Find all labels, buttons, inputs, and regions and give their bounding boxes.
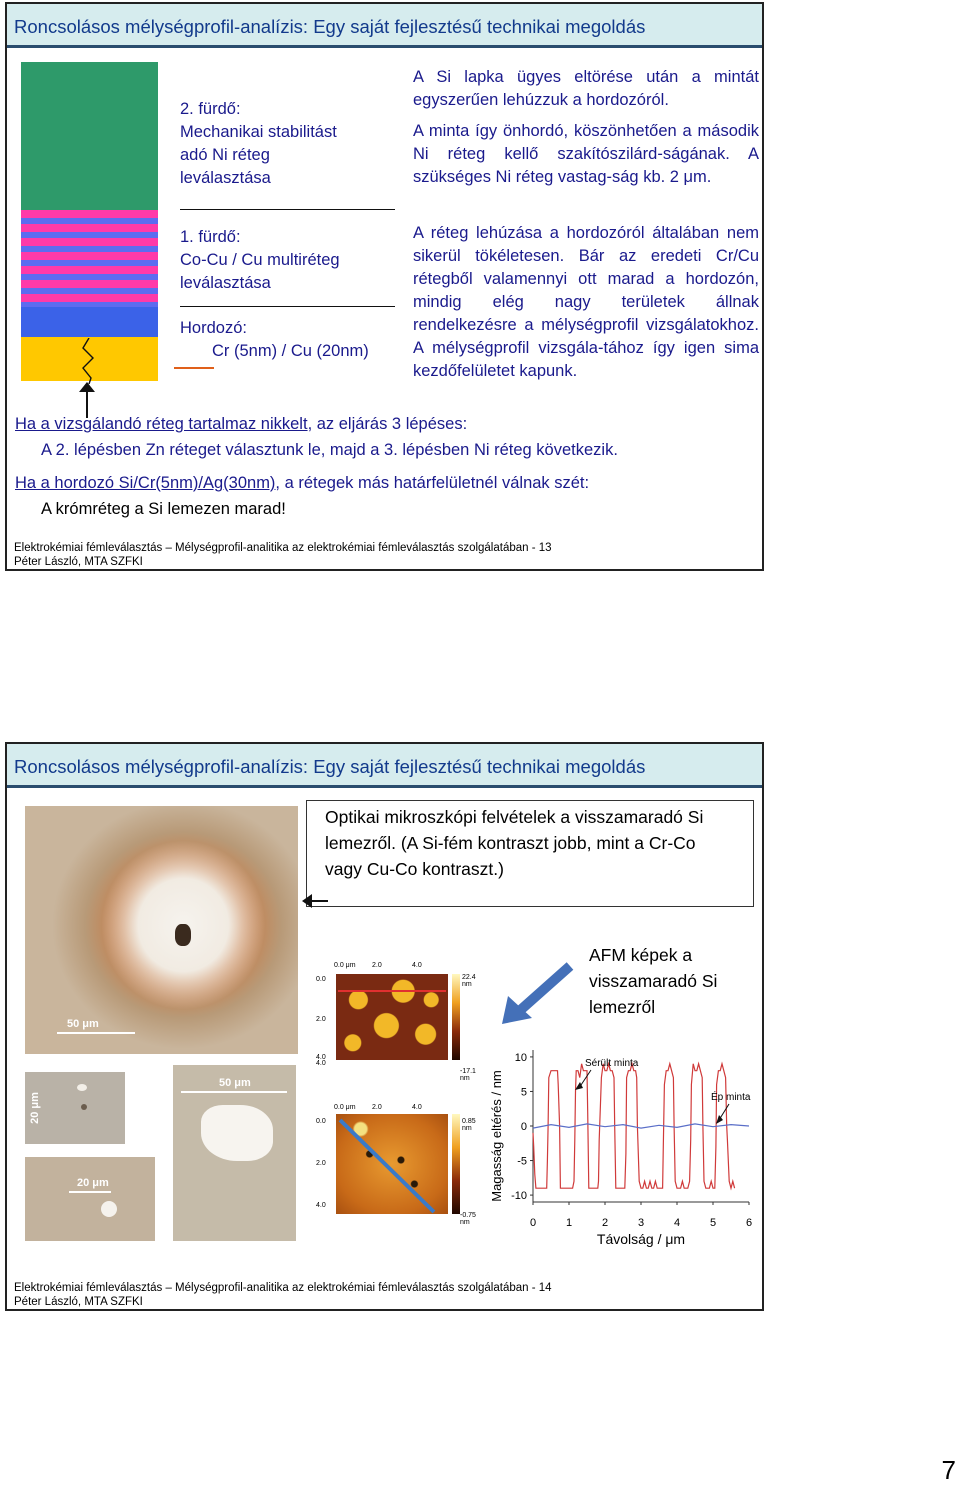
silver-note-line2: A krómréteg a Si lemezen marad! — [41, 500, 286, 518]
slide-footer — [14, 541, 552, 569]
x-tick-label: 6 — [745, 1217, 753, 1229]
slide-title: Roncsolásos mélységprofil-analízis: Egy saját fejlesztésű technikai megoldás — [7, 4, 762, 48]
footer-author: Péter László, MTA SZFKI — [14, 556, 143, 568]
afm-tick: 4.0 — [316, 1060, 326, 1067]
optical-micrograph-small-2 — [25, 1157, 155, 1241]
x-tick-label: 2 — [601, 1217, 609, 1229]
right-paragraph-2: A minta így önhordó, köszönhetően a második Ni réteg kellő szakítószilárd-ságának. A szükséges Ni réteg vastag-ság kb. 2 μm. — [413, 122, 759, 186]
afm-line-marker — [336, 1114, 448, 1214]
bath2-label — [180, 98, 395, 190]
x-tick-label: 0 — [529, 1217, 537, 1229]
slide-title: Roncsolásos mélységprofil-analízis: Egy saját fejlesztésű technikai megoldás — [7, 744, 762, 788]
cr-cu-layer — [21, 307, 158, 337]
y-tick-label: -10 — [511, 1190, 527, 1203]
defect-spot — [101, 1201, 117, 1217]
bath1-line: Co-Cu / Cu multiréteg — [180, 251, 340, 269]
bath1-line: 1. fürdő: — [180, 228, 241, 246]
right-paragraph-1: A Si lapka ügyes eltörése után a mintát egyszerűen lehúzzuk a hordozóról. — [413, 68, 759, 109]
footer-author: Péter László, MTA SZFKI — [14, 1296, 143, 1308]
annotation-intact: Ép minta — [711, 1092, 751, 1103]
y-axis-label: Magasság eltérés / nm — [489, 1070, 504, 1202]
nickel-note-underlined: Ha a vizsgálandó réteg tartalmaz nikkelt — [15, 415, 308, 433]
defect-spot — [81, 1104, 87, 1110]
blue-arrow-icon — [502, 962, 574, 1024]
x-tick-label: 3 — [637, 1217, 645, 1229]
break-line — [79, 338, 99, 384]
afm-tick: 4.0 — [412, 962, 422, 969]
colorbar-min-label: -17.1 nm — [460, 1068, 476, 1082]
afm-tick: 2.0 — [372, 1104, 382, 1111]
right-paragraph-3: A réteg lehúzása a hordozóról általában nem sikerül tökéletesen. Bár az eredeti Cr/Cu rétegből valamennyi ott marad a hordozón, mindig elég nagy területek állnak rendelkezésre a mélységprofil vizsgálatokhoz. A mélységprofil vizsgála-tához így igen sima kezdőfelületet kapunk. — [413, 224, 759, 380]
cocu-multilayer — [21, 210, 158, 307]
optical-micrograph-large — [25, 806, 298, 1054]
silver-note-rest: a rétegek más határfelületnél válnak szét: — [280, 474, 590, 492]
x-tick-label: 4 — [673, 1217, 681, 1229]
chart-series — [533, 1064, 749, 1188]
footer-line: Elektrokémiai fémleválasztás – Mélységprofil-analitika az elektrokémiai fémleválasztás szolgálatában - 14 — [14, 1282, 552, 1294]
afm-caption: AFM képek a visszamaradó Si lemezről — [589, 945, 718, 1017]
ni-layer — [21, 62, 158, 210]
afm-tick: 0.0 μm — [334, 1104, 356, 1111]
bath2-line: leválasztása — [180, 169, 271, 187]
afm-tick: 2.0 — [372, 962, 382, 969]
scale-bar — [57, 1032, 135, 1034]
afm-tick: 2.0 — [316, 1160, 326, 1167]
scale-bar-label: 20 μm — [77, 1177, 109, 1189]
defect-spot — [77, 1084, 87, 1091]
scale-bar — [181, 1091, 287, 1093]
afm-tick: 2.0 — [316, 1016, 326, 1023]
layer-stack-diagram — [21, 62, 164, 382]
footer-line: Elektrokémiai fémleválasztás – Mélységprofil-analitika az elektrokémiai fémleválasztás szolgálatában - 13 — [14, 542, 552, 554]
nickel-note-line2: A 2. lépésben Zn réteget választunk le, majd a 3. lépésben Ni réteg következik. — [41, 441, 618, 459]
afm-colorbar — [452, 974, 460, 1060]
bath1-line: leválasztása — [180, 274, 271, 292]
defect-spot — [175, 924, 191, 946]
afm-image-bottom — [336, 1114, 448, 1214]
afm-tick: 4.0 — [412, 1104, 422, 1111]
bath2-line: adó Ni réteg — [180, 146, 270, 164]
arrow-left-icon — [302, 894, 328, 908]
optical-caption: Optikai mikroszkópi felvételek a visszamaradó Si lemezről. (A Si-fém kontraszt jobb, mint a Cr-Co vagy Cu-Co kontraszt.) — [325, 807, 704, 879]
x-tick-label: 1 — [565, 1217, 573, 1229]
afm-tick: 0.0 — [316, 976, 326, 983]
bright-region — [201, 1105, 273, 1161]
scale-bar — [69, 1191, 111, 1193]
x-axis-label: Távolság / μm — [596, 1231, 686, 1247]
afm-tick: 4.0 — [316, 1202, 326, 1209]
bath1-label — [180, 226, 395, 295]
annotation-damaged: Sérült minta — [585, 1058, 639, 1069]
divider-line — [180, 209, 395, 210]
y-tick-label: -5 — [517, 1155, 527, 1168]
afm-colorbar — [452, 1114, 460, 1214]
substrate-marker — [174, 367, 214, 369]
nickel-note-rest: , az eljárás 3 lépéses: — [307, 415, 468, 433]
slide-13 — [5, 2, 764, 571]
substrate-layers-label: Cr (5nm) / Cu (20nm) — [212, 342, 369, 360]
afm-image-top-frame — [312, 962, 487, 1062]
x-tick-label: 5 — [709, 1217, 717, 1229]
afm-image-top — [336, 974, 448, 1060]
scale-bar-label: 20 μm — [28, 1092, 41, 1124]
y-tick-label: 10 — [514, 1051, 527, 1064]
bath2-line: 2. fürdő: — [180, 100, 241, 118]
bath2-line: Mechanikai stabilitást — [180, 123, 337, 141]
optical-micrograph-small-1 — [25, 1072, 125, 1144]
y-tick-label: 5 — [520, 1086, 527, 1099]
silver-note — [15, 472, 755, 495]
afm-line-marker — [338, 990, 446, 992]
slide-footer — [14, 1281, 552, 1309]
scale-bar-label: 50 μm — [219, 1077, 251, 1089]
chart-labels — [489, 1052, 752, 1247]
optical-micrograph-medium — [173, 1065, 296, 1241]
afm-image-bottom-frame — [312, 1060, 487, 1226]
colorbar-max-label: 22.4 nm — [462, 974, 476, 988]
afm-tick: 4.0 — [316, 1054, 326, 1061]
substrate-label: Hordozó: — [180, 319, 247, 337]
slide-14 — [5, 742, 764, 1311]
y-tick-label: 0 — [520, 1121, 527, 1133]
nickel-note — [15, 413, 755, 436]
annotation-arrow-head — [716, 1115, 723, 1124]
colorbar-min-label: -0.75 nm — [460, 1212, 476, 1226]
profile-chart — [483, 1042, 763, 1248]
afm-tick: 0.0 μm — [334, 962, 356, 969]
scale-bar-label: 50 μm — [67, 1018, 99, 1030]
divider-line — [180, 306, 395, 307]
page-number: 7 — [941, 1455, 956, 1485]
silver-note-underlined: Ha a hordozó Si/Cr(5nm)/Ag(30nm), — [15, 474, 281, 492]
colorbar-max-label: 0.85 nm — [462, 1118, 476, 1132]
afm-tick: 0.0 — [316, 1118, 326, 1125]
